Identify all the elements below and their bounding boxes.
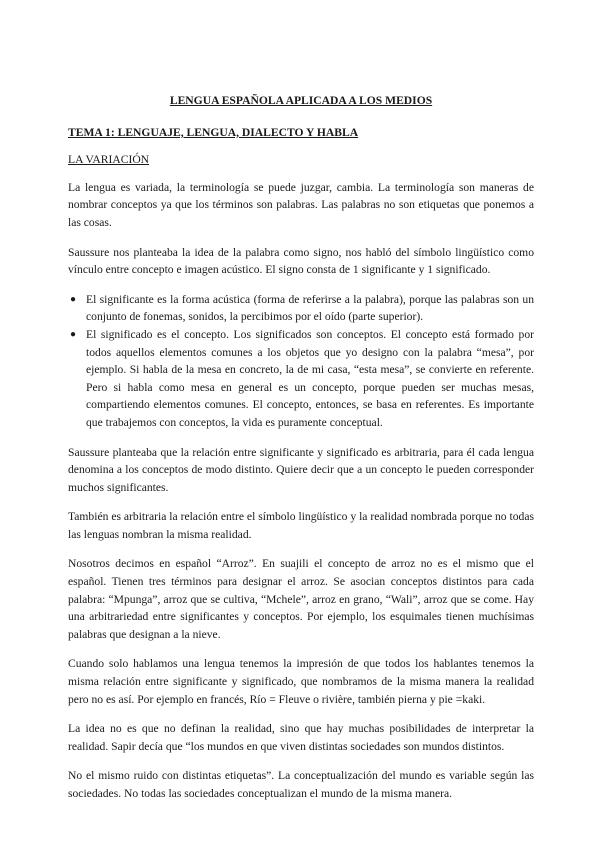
paragraph: También es arbitraria la relación entre el símbolo lingüístico y la realidad nombrada porque no todas las lenguas nombran la misma realidad.	[68, 510, 534, 541]
paragraph: Saussure nos planteaba la idea de la palabra como signo, nos habló del símbolo lingüístico como vínculo entre concepto e imagen acústico. El signo consta de 1 significante y 1 significado.	[68, 245, 534, 277]
list-item	[68, 291, 534, 326]
list-item-text: El significante es la forma acústica (forma de referirse a la palabra), porque las palabras son un conjunto de fonemas, sonidos, la percibimos por el oído (parte superior).	[86, 292, 534, 324]
paragraph: Saussure planteaba que la relación entre significante y significado es arbitraria, para él cada lengua denomina a los conceptos de modo distinto. Quiere decir que a un concepto le pueden corresponder muchos significantes.	[68, 445, 534, 494]
list-item	[68, 326, 534, 432]
bullet-icon: ●	[70, 293, 77, 305]
paragraph: Cuando solo hablamos una lengua tenemos la impresión de que todos los hablantes tenemos la misma relación entre significante y significado, que nombramos de la misma manera la realidad pero no es así. Por ejemplo en francés, Río = Fleuve o rivière, también pierna y pie =kaki.	[68, 657, 534, 706]
bullet-list	[68, 291, 534, 432]
bullet-icon: ●	[70, 328, 77, 340]
paragraph: No el mismo ruido con distintas etiquetas”. La conceptualización del mundo es variable según las sociedades. No todas las sociedades conceptualizan el mundo de la misma manera.	[68, 769, 534, 800]
document-title: LENGUA ESPAÑOLA APLICADA A LOS MEDIOS	[169, 94, 433, 107]
section-title: TEMA 1: LENGUAJE, LENGUA, DIALECTO Y HABLA	[68, 125, 359, 139]
paragraph: La lengua es variada, la terminología se puede juzgar, cambia. La terminología son maneras de nombrar conceptos ya que los términos son palabras. Las palabras no son etiquetas que ponemos a las cosas.	[68, 180, 534, 229]
paragraph: Nosotros decimos en español “Arroz”. En suajili el concepto de arroz no es el mismo que el español. Tienen tres términos para designar el arroz. Se asocian conceptos distintos para cada palabra: “Mpunga”, arroz que se cultiva, “Mchele”, arroz en grano, “Wali”, arroz que se come. Hay una arbitrariedad entre significantes y conceptos. Por ejemplo, los esquimales tienen muchísimas palabras que designan a la nieve.	[68, 557, 534, 641]
paragraph: La idea no es que no definan la realidad, sino que hay muchas posibilidades de interpretar la realidad. Sapir decía que “los mundos en que viven distintas sociedades son mundos distintos.	[68, 722, 534, 753]
subsection-title: LA VARIACIÓN	[68, 153, 150, 167]
list-item-text: El significado es el concepto. Los significados son conceptos. El concepto está formado por todos aquellos elementos comunes a los objetos que yo designo con la palabra “mesa”, por ejemplo. Si habla de la mesa en concreto, la de mi casa, “esta mesa”, se convierte en referente. Pero si habla como mesa en general es un concepto, porque pueden ser muchas mesas, compartiendo elementos comunes. El concepto, entonces, se basa en referentes. Es importante que trabajemos con conceptos, la vida es puramente conceptual.	[86, 327, 534, 429]
